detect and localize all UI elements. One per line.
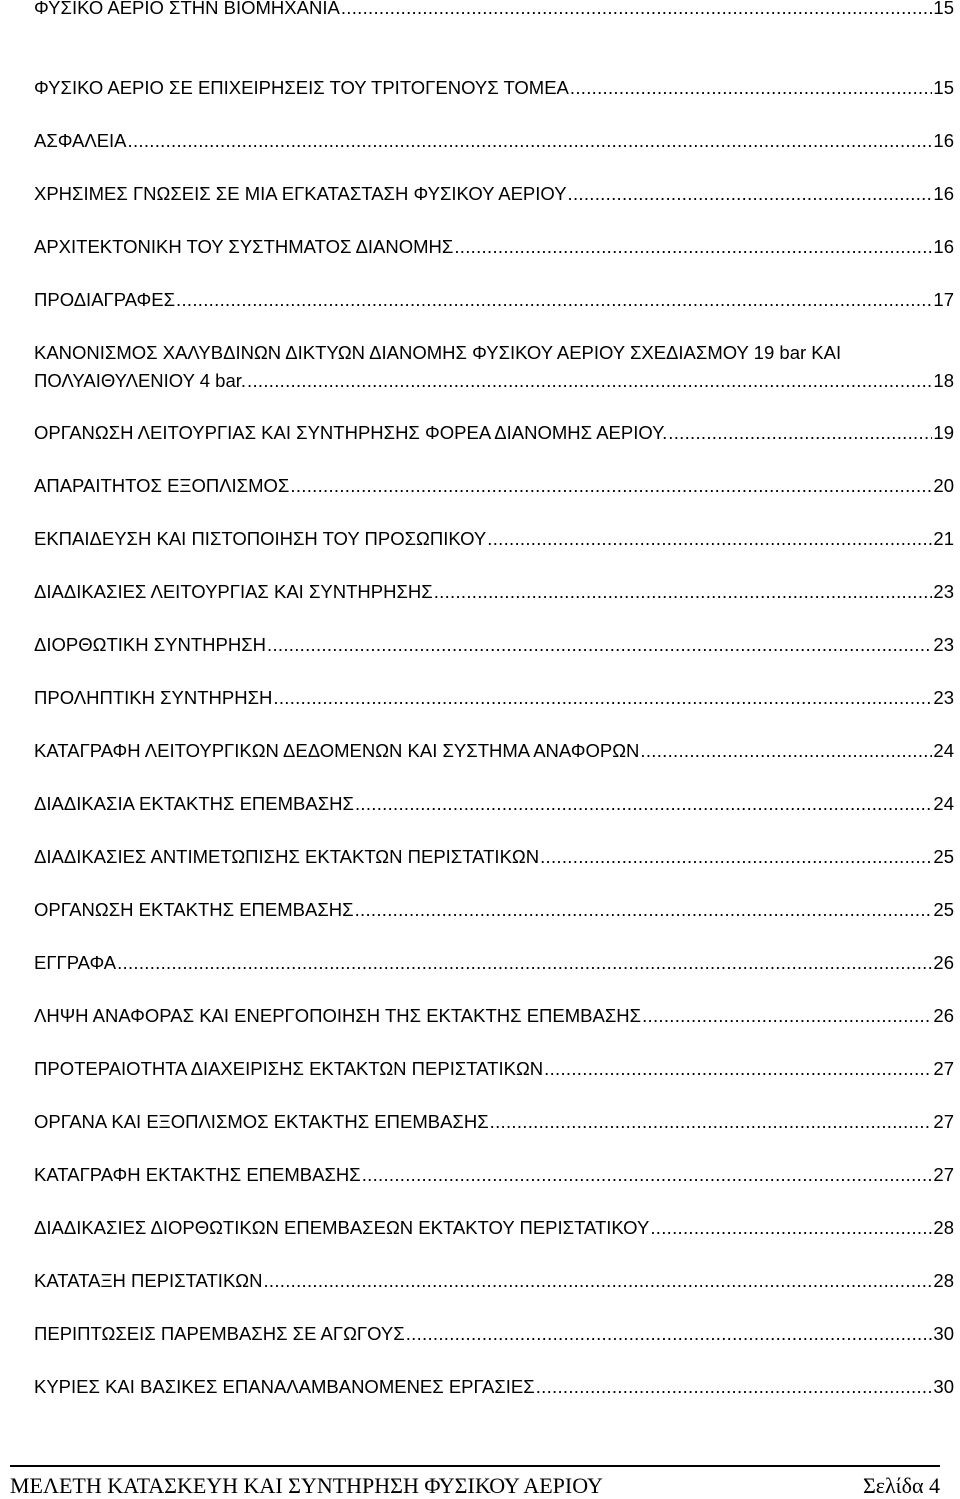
toc-entry-page: 16 — [933, 236, 954, 257]
toc-entry[interactable] — [34, 1270, 954, 1292]
toc-entry-label: ΑΠΑΡΑΙΤΗΤΟΣ ΕΞΟΠΛΙΣΜΟΣ — [34, 475, 290, 496]
page-footer — [10, 1465, 940, 1499]
toc-entry-label: ΧΡΗΣΙΜΕΣ ΓΝΩΣΕΙΣ ΣΕ ΜΙΑ ΕΓΚΑΤΑΣΤΑΣΗ ΦΥΣΙΚΟΥ ΑΕΡΙΟΥ — [34, 183, 567, 204]
dot-leader — [570, 77, 933, 99]
footer-page-number: Σελίδα 4 — [862, 1473, 940, 1498]
toc-entry-label: ΕΚΠΑΙΔΕΥΣΗ ΚΑΙ ΠΙΣΤΟΠΟΙΗΣΗ ΤΟΥ ΠΡΟΣΩΠΙΚΟΥ — [34, 528, 487, 549]
dot-leader — [406, 1323, 933, 1345]
toc-entry[interactable] — [34, 581, 954, 603]
toc-entry[interactable] — [34, 183, 954, 205]
toc-entry[interactable] — [34, 899, 954, 921]
dot-leader — [434, 581, 933, 603]
toc-entry-label: ΔΙΑΔΙΚΑΣΙΕΣ ΛΕΙΤΟΥΡΓΙΑΣ ΚΑΙ ΣΥΝΤΗΡΗΣΗΣ — [34, 581, 433, 602]
toc-entry-page: 28 — [933, 1217, 954, 1238]
toc-entry-label: ΔΙΑΔΙΚΑΣΙΕΣ ΔΙΟΡΘΩΤΙΚΩΝ ΕΠΕΜΒΑΣΕΩΝ ΕΚΤΑΚΤΟΥ ΠΕΡΙΣΤΑΤΙΚΟΥ — [34, 1217, 650, 1238]
toc-entry-label: ΠΡΟΛΗΠΤΙΚΗ ΣΥΝΤΗΡΗΣΗ — [34, 687, 273, 708]
toc-entry[interactable] — [34, 1111, 954, 1133]
toc-entry-page: 26 — [933, 1005, 954, 1026]
toc-entry-label: ΟΡΓΑΝΑ ΚΑΙ ΕΞΟΠΛΙΣΜΟΣ ΕΚΤΑΚΤΗΣ ΕΠΕΜΒΑΣΗΣ — [34, 1111, 489, 1132]
dot-leader — [668, 422, 932, 444]
toc-entry-page: 24 — [933, 740, 954, 761]
dot-leader — [355, 793, 932, 815]
dot-leader — [267, 634, 932, 656]
toc-entry[interactable] — [34, 1217, 954, 1239]
toc-entry[interactable] — [34, 1323, 954, 1345]
toc-entry-page: 26 — [933, 952, 954, 973]
toc-entry-page: 28 — [933, 1270, 954, 1291]
dot-leader — [128, 130, 933, 152]
toc-entry-page: 25 — [933, 899, 954, 920]
toc-entry-label: ΔΙΟΡΘΩΤΙΚΗ ΣΥΝΤΗΡΗΣΗ — [34, 634, 267, 655]
toc-entry[interactable] — [34, 740, 954, 762]
toc-entry[interactable] — [34, 793, 954, 815]
toc-entry-page: 20 — [933, 475, 954, 496]
toc-entry[interactable] — [34, 0, 954, 19]
toc-entry[interactable] — [34, 1058, 954, 1080]
toc-entry-label: ΑΣΦΑΛΕΙΑ — [34, 130, 127, 151]
toc-entry-label: ΦΥΣΙΚΟ ΑΕΡΙΟ ΣΕ ΕΠΙΧΕΙΡΗΣΕΙΣ ΤΟΥ ΤΡΙΤΟΓΕΝΟΥΣ ΤΟΜΕΑ — [34, 77, 569, 98]
toc-entry[interactable] — [34, 236, 954, 258]
toc-entry[interactable] — [34, 528, 954, 550]
dot-leader — [490, 1111, 933, 1133]
toc-entry-page: 17 — [933, 289, 954, 310]
toc-entry-label: ΚΑΤΑΓΡΑΦΗ ΕΚΤΑΚΤΗΣ ΕΠΕΜΒΑΣΗΣ — [34, 1164, 361, 1185]
toc-entry[interactable] — [34, 687, 954, 709]
toc-entry-page: 15 — [933, 0, 954, 18]
toc-entry-label: ΑΡΧΙΤΕΚΤΟΝΙΚΗ ΤΟΥ ΣΥΣΤΗΜΑΤΟΣ ΔΙΑΝΟΜΗΣ — [34, 236, 454, 257]
dot-leader — [263, 1270, 932, 1292]
toc-entry-page: 16 — [933, 130, 954, 151]
toc-entry[interactable] — [34, 1376, 954, 1398]
toc-entry[interactable] — [34, 634, 954, 656]
toc-entry-label: ΠΡΟΔΙΑΓΡΑΦΕΣ — [34, 289, 176, 310]
dot-leader — [362, 1164, 933, 1186]
dot-leader — [650, 1217, 932, 1239]
toc-entry[interactable] — [34, 130, 954, 152]
toc-entry-label: ΚΑΤΑΤΑΞΗ ΠΕΡΙΣΤΑΤΙΚΩΝ — [34, 1270, 263, 1291]
toc-entry-page: 30 — [933, 1376, 954, 1397]
toc-entry-label: ΛΗΨΗ ΑΝΑΦΟΡΑΣ ΚΑΙ ΕΝΕΡΓΟΠΟΙΗΣΗ ΤΗΣ ΕΚΤΑΚΤΗΣ ΕΠΕΜΒΑΣΗΣ — [34, 1005, 642, 1026]
toc-entry-label: ΚΑΤΑΓΡΑΦΗ ΛΕΙΤΟΥΡΓΙΚΩΝ ΔΕΔΟΜΕΝΩΝ ΚΑΙ ΣΥΣΤΗΜΑ ΑΝΑΦΟΡΩΝ — [34, 740, 640, 761]
toc-entry-page: 21 — [933, 528, 954, 549]
toc-entry-label: ΠΟΛΥΑΙΘΥΛΕΝΙΟΥ 4 bar. — [34, 370, 247, 391]
dot-leader — [642, 1005, 932, 1027]
toc-entry-page: 23 — [933, 634, 954, 655]
toc-entry-page: 23 — [933, 581, 954, 602]
toc-entry-label: ΟΡΓΑΝΩΣΗ ΕΚΤΑΚΤΗΣ ΕΠΕΜΒΑΣΗΣ — [34, 899, 354, 920]
dot-leader — [536, 1376, 933, 1398]
toc-entry[interactable] — [34, 289, 954, 311]
toc-entry-page: 23 — [933, 687, 954, 708]
toc-entry[interactable] — [34, 475, 954, 497]
toc-entry-page: 27 — [933, 1111, 954, 1132]
toc-entry-page: 16 — [933, 183, 954, 204]
toc-entry-page: 27 — [933, 1164, 954, 1185]
toc-entry-label: ΔΙΑΔΙΚΑΣΙΑ ΕΚΤΑΚΤΗΣ ΕΠΕΜΒΑΣΗΣ — [34, 793, 354, 814]
toc-entry-label: ΦΥΣΙΚΟ ΑΕΡΙΟ ΣΤΗΝ ΒΙΟΜΗΧΑΝΙΑ — [34, 0, 340, 18]
dot-leader — [487, 528, 932, 550]
dot-leader — [454, 236, 932, 258]
toc-entry-label-line1: ΚΑΝΟΝΙΣΜΟΣ ΧΑΛΥΒΔΙΝΩΝ ΔΙΚΤΥΩΝ ΔΙΑΝΟΜΗΣ ΦΥΣΙΚΟΥ ΑΕΡΙΟΥ ΣΧΕΔΙΑΣΜΟΥ 19 bar ΚΑΙ — [34, 342, 842, 363]
dot-leader — [568, 183, 933, 205]
dot-leader — [341, 0, 933, 19]
toc-entry-multiline[interactable] — [34, 342, 954, 392]
dot-leader — [273, 687, 932, 709]
toc-entry[interactable] — [34, 1164, 954, 1186]
dot-leader — [176, 289, 932, 311]
toc-entry-page: 30 — [933, 1323, 954, 1344]
dot-leader — [247, 370, 932, 392]
dot-leader — [540, 846, 932, 868]
toc-entry-page: 27 — [933, 1058, 954, 1079]
toc-entry-page: 24 — [933, 793, 954, 814]
toc-entry[interactable] — [34, 77, 954, 99]
toc-entry-page: 15 — [933, 77, 954, 98]
toc-entry[interactable] — [34, 1005, 954, 1027]
toc-entry-label: ΚΥΡΙΕΣ ΚΑΙ ΒΑΣΙΚΕΣ ΕΠΑΝΑΛΑΜΒΑΝΟΜΕΝΕΣ ΕΡΓΑΣΙΕΣ — [34, 1376, 535, 1397]
toc-entry-label: ΠΕΡΙΠΤΩΣΕΙΣ ΠΑΡΕΜΒΑΣΗΣ ΣΕ ΑΓΩΓΟΥΣ — [34, 1323, 405, 1344]
dot-leader — [640, 740, 932, 762]
dot-leader — [290, 475, 932, 497]
toc-entry-page: 25 — [933, 846, 954, 867]
toc-entry[interactable] — [34, 952, 954, 974]
toc-entry-page: 18 — [933, 370, 954, 391]
footer-title: ΜΕΛΕΤΗ ΚΑΤΑΣΚΕΥΗ ΚΑΙ ΣΥΝΤΗΡΗΣΗ ΦΥΣΙΚΟΥ ΑΕΡΙΟΥ — [10, 1473, 603, 1498]
toc-entry[interactable] — [34, 846, 954, 868]
toc-entry-label: ΔΙΑΔΙΚΑΣΙΕΣ ΑΝΤΙΜΕΤΩΠΙΣΗΣ ΕΚΤΑΚΤΩΝ ΠΕΡΙΣΤΑΤΙΚΩΝ — [34, 846, 540, 867]
toc-entry-label: ΕΓΓΡΑΦΑ — [34, 952, 117, 973]
toc-entry-label: ΠΡΟΤΕΡΑΙΟΤΗΤΑ ΔΙΑΧΕΙΡΙΣΗΣ ΕΚΤΑΚΤΩΝ ΠΕΡΙΣΤΑΤΙΚΩΝ — [34, 1058, 544, 1079]
toc-entry[interactable] — [34, 422, 954, 444]
toc-entry-label: ΟΡΓΑΝΩΣΗ ΛΕΙΤΟΥΡΓΙΑΣ ΚΑΙ ΣΥΝΤΗΡΗΣΗΣ ΦΟΡΕΑ ΔΙΑΝΟΜΗΣ ΑΕΡΙΟΥ. — [34, 422, 668, 443]
toc-entry-page: 19 — [933, 422, 954, 443]
dot-leader — [544, 1058, 932, 1080]
dot-leader — [355, 899, 933, 921]
dot-leader — [117, 952, 932, 974]
